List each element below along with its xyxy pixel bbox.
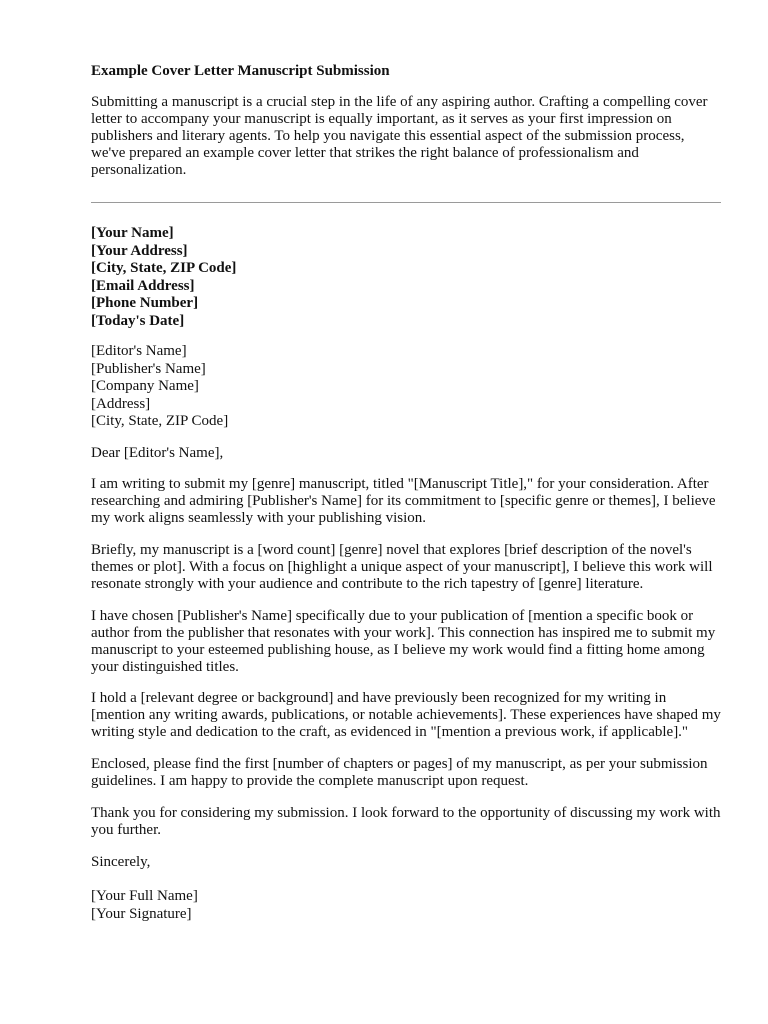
intro-paragraph: Submitting a manuscript is a crucial step in the life of any aspiring author. Crafting a compelling cover letter to accompany your manuscript is equally important, as it serves as your first impression on publishers and literary agents. To help you navigate this essential aspect of the submission process, we've prepared an example cover letter that strikes the right balance of professionalism and personalization. [91, 94, 708, 178]
sender-city-state-zip: [City, State, ZIP Code] [91, 260, 237, 276]
letter-greeting: Dear [Editor's Name], [91, 444, 224, 461]
section-divider [91, 202, 721, 203]
document-title: Example Cover Letter Manuscript Submission [91, 63, 390, 79]
signature-line: [Your Signature] [91, 905, 192, 922]
sender-address-block [91, 225, 721, 330]
letter-closing: Sincerely, [91, 853, 151, 870]
signature-full-name: [Your Full Name] [91, 887, 198, 904]
sender-phone: [Phone Number] [91, 295, 199, 311]
recipient-editor-name: [Editor's Name] [91, 343, 187, 359]
letter-paragraph-5: Enclosed, please find the first [number of chapters or pages] of my manuscript, as per your submission guidelines. I am happy to provide the complete manuscript upon request. [91, 755, 708, 789]
sender-email: [Email Address] [91, 277, 195, 294]
letter-paragraph-6: Thank you for considering my submission. I look forward to the opportunity of discussing my work with you further. [91, 804, 721, 838]
sender-address: [Your Address] [91, 242, 188, 259]
letter-paragraph-1: I am writing to submit my [genre] manuscript, titled "[Manuscript Title]," for your consideration. After researching and admiring [Publisher's Name] for its commitment to [specific genre or themes], I believe my work aligns seamlessly with your publishing vision. [91, 475, 716, 526]
sender-name: [Your Name] [91, 225, 174, 241]
signature-block [91, 887, 721, 923]
letter-paragraph-2: Briefly, my manuscript is a [word count] [genre] novel that explores [brief description of the novel's themes or plot]. With a focus on [highlight a unique aspect of your manuscript], I believe this work will resonate strongly with your audience and contribute to the rich tapestry of [genre] literature. [91, 541, 713, 592]
recipient-address: [Address] [91, 395, 151, 412]
letter-paragraph-4: I hold a [relevant degree or background] and have previously been recognized for my writing in [mention any writing awards, publications, or notable achievements]. These experiences have shaped my writing style and dedication to the craft, as evidenced in "[mention a previous work, if applicable]." [91, 689, 721, 740]
letter-date: [Today's Date] [91, 312, 185, 329]
recipient-city-state-zip: [City, State, ZIP Code] [91, 413, 229, 429]
recipient-publisher-name: [Publisher's Name] [91, 360, 206, 377]
letter-paragraph-3: I have chosen [Publisher's Name] specifically due to your publication of [mention a specific book or author from the publisher that resonates with your work]. This connection has inspired me to submit my manuscript to your esteemed publishing house, as I believe my work would find a fitting home among your distinguished titles. [91, 607, 716, 675]
recipient-company-name: [Company Name] [91, 378, 199, 394]
recipient-address-block [91, 343, 721, 431]
